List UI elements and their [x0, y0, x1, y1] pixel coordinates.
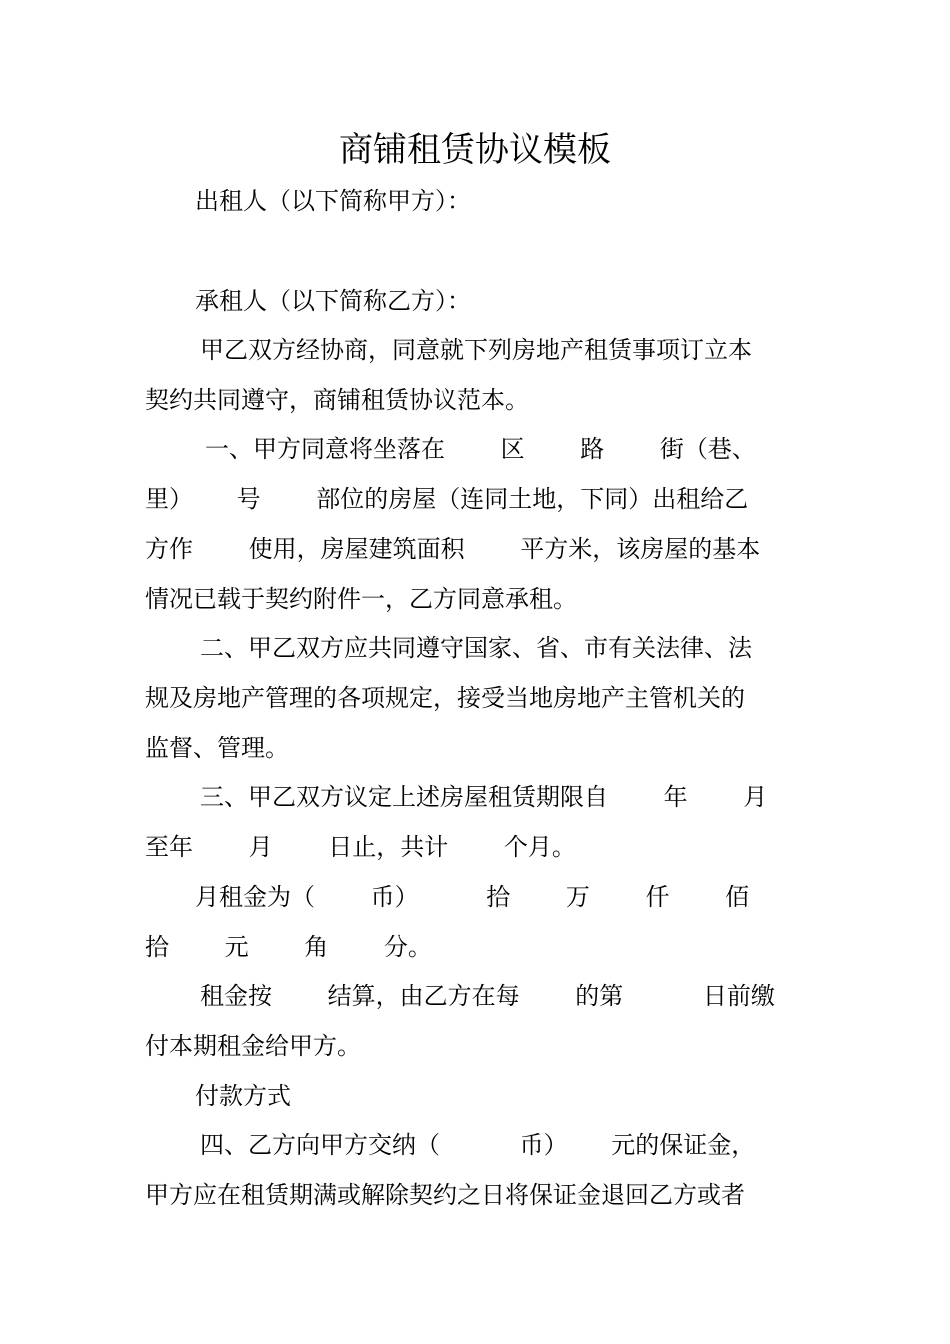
clause-two-line: 规及房地产管理的各项规定，接受当地房地产主管机关的: [145, 684, 745, 712]
payment-method-line: 付款方式: [195, 1082, 291, 1110]
rent-settlement-line: 租金按 结算，由乙方在每 的第 日前缴: [200, 982, 775, 1010]
clause-three-line: 至年 月 日止，共计 个月。: [145, 833, 576, 861]
clause-two-line: 二、甲乙双方应共同遵守国家、省、市有关法律、法: [200, 634, 752, 662]
clause-four-line: 甲方应在租赁期满或解除契约之日将保证金退回乙方或者: [145, 1181, 745, 1209]
clause-three-line: 三、甲乙双方议定上述房屋租赁期限自 年 月: [200, 783, 768, 811]
clause-one-line: 方作 使用，房屋建筑面积 平方米，该房屋的基本: [145, 535, 761, 563]
intro-paragraph-line: 契约共同遵守，商铺租赁协议范本。: [145, 386, 529, 414]
lessee-line: 承租人（以下简称乙方）：: [195, 287, 471, 315]
monthly-rent-line: 月租金为（ 币） 拾 万 仟 佰: [195, 883, 750, 911]
clause-one-line: 里） 号 部位的房屋（连同土地，下同）出租给乙: [145, 485, 749, 513]
clause-one-line: 情况已载于契约附件一，乙方同意承租。: [145, 585, 577, 613]
lessor-line: 出租人（以下简称甲方）：: [195, 187, 471, 215]
clause-four-line: 四、乙方向甲方交纳（ 币） 元的保证金，: [200, 1131, 756, 1159]
clause-one-line: 一、甲方同意将坐落在 区 路 街（巷、: [205, 435, 756, 463]
document-title: 商铺租赁协议模板: [339, 130, 611, 170]
intro-paragraph-line: 甲乙双方经协商，同意就下列房地产租赁事项订立本: [200, 336, 752, 364]
clause-two-line: 监督、管理。: [145, 734, 289, 762]
monthly-rent-line: 拾 元 角 分。: [145, 933, 432, 961]
rent-settlement-line: 付本期租金给甲方。: [145, 1032, 361, 1060]
